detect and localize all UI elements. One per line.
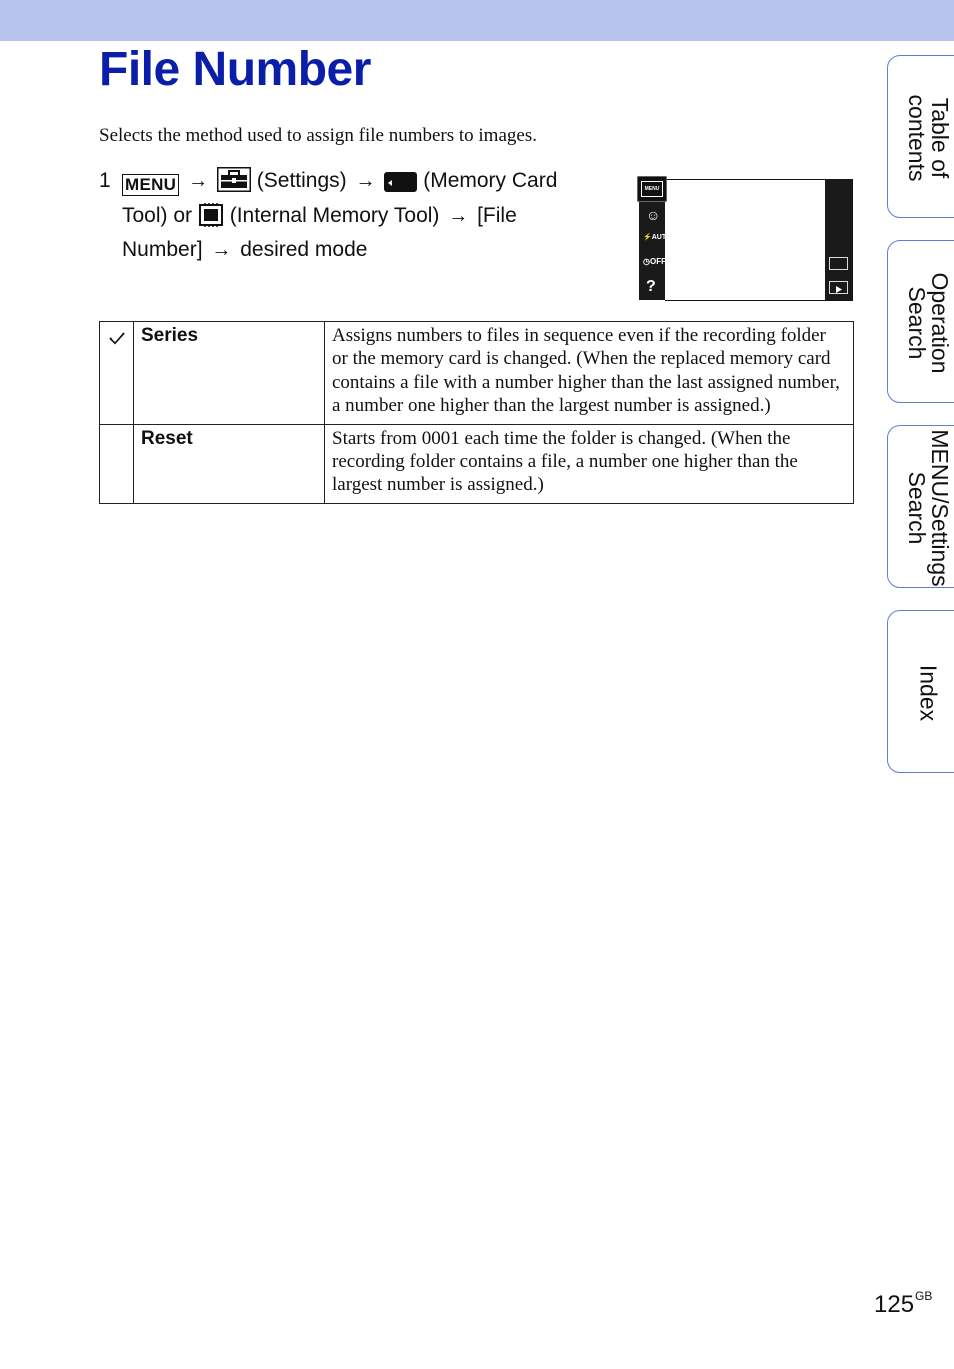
tab-label: MENU/Settings Search (904, 429, 953, 587)
default-mark-cell (100, 424, 134, 503)
camera-menu-label: MENU (641, 181, 663, 197)
option-name-reset: Reset (134, 424, 325, 503)
options-table (99, 321, 854, 504)
arrow-icon: → (448, 204, 469, 227)
smile-icon: ☺ (646, 207, 661, 223)
internal-memory-icon (198, 203, 224, 236)
option-description: Starts from 0001 each time the folder is changed. (When the recording folder contains a file, a number one higher than the largest number is assigned.) (325, 424, 854, 503)
checkmark-icon (108, 334, 126, 351)
help-icon: ? (646, 278, 656, 295)
arrow-icon: → (188, 170, 209, 192)
tab-label: Table of contents (904, 94, 953, 182)
memory-card-tool-label: (Memory Card Tool) or (122, 169, 558, 227)
desired-mode-label: desired mode (240, 238, 368, 261)
tab-operation-search[interactable] (887, 240, 954, 403)
arrow-icon: → (211, 239, 232, 261)
option-name-series: Series (134, 322, 325, 425)
header-band (0, 0, 954, 41)
procedure-step (99, 166, 599, 266)
settings-toolbox-icon (217, 167, 251, 201)
arrow-icon: → (355, 170, 376, 192)
default-mark-cell (100, 322, 134, 425)
tab-index[interactable] (887, 610, 954, 773)
flash-auto-icon: ⚡AUTO (643, 234, 672, 241)
settings-label: (Settings) (256, 169, 347, 192)
camera-screen-illustration (637, 176, 853, 300)
page-number-suffix: GB (915, 1289, 933, 1303)
file-number-label: [File Number] (122, 203, 517, 261)
tab-table-of-contents[interactable] (887, 55, 954, 218)
page-title: File Number (99, 43, 371, 96)
page-number-value: 125 (874, 1291, 915, 1318)
table-row (100, 322, 854, 425)
tab-label: Index (915, 664, 942, 722)
memory-card-icon (384, 171, 417, 201)
page-number (874, 1289, 932, 1319)
tab-menu-settings-search[interactable] (887, 425, 954, 588)
menu-button-icon: MENU (122, 174, 179, 196)
intro-text: Selects the method used to assign file numbers to images. (99, 125, 537, 146)
playback-icon (829, 281, 848, 294)
tab-label: Operation Search (904, 272, 953, 374)
table-row (100, 424, 854, 503)
internal-memory-tool-label: (Internal Memory Tool) (229, 203, 440, 227)
camera-mode-icon (829, 257, 848, 270)
option-description: Assigns numbers to files in sequence even if the recording folder or the memory card is changed. (When the replaced memory card contains a file with a number higher than the last assigned number, a number one higher than the largest number is assigned.) (325, 322, 854, 425)
step-number: 1 (99, 169, 111, 192)
camera-menu-button (637, 176, 667, 202)
self-timer-off-icon: ◷OFF (643, 257, 666, 266)
